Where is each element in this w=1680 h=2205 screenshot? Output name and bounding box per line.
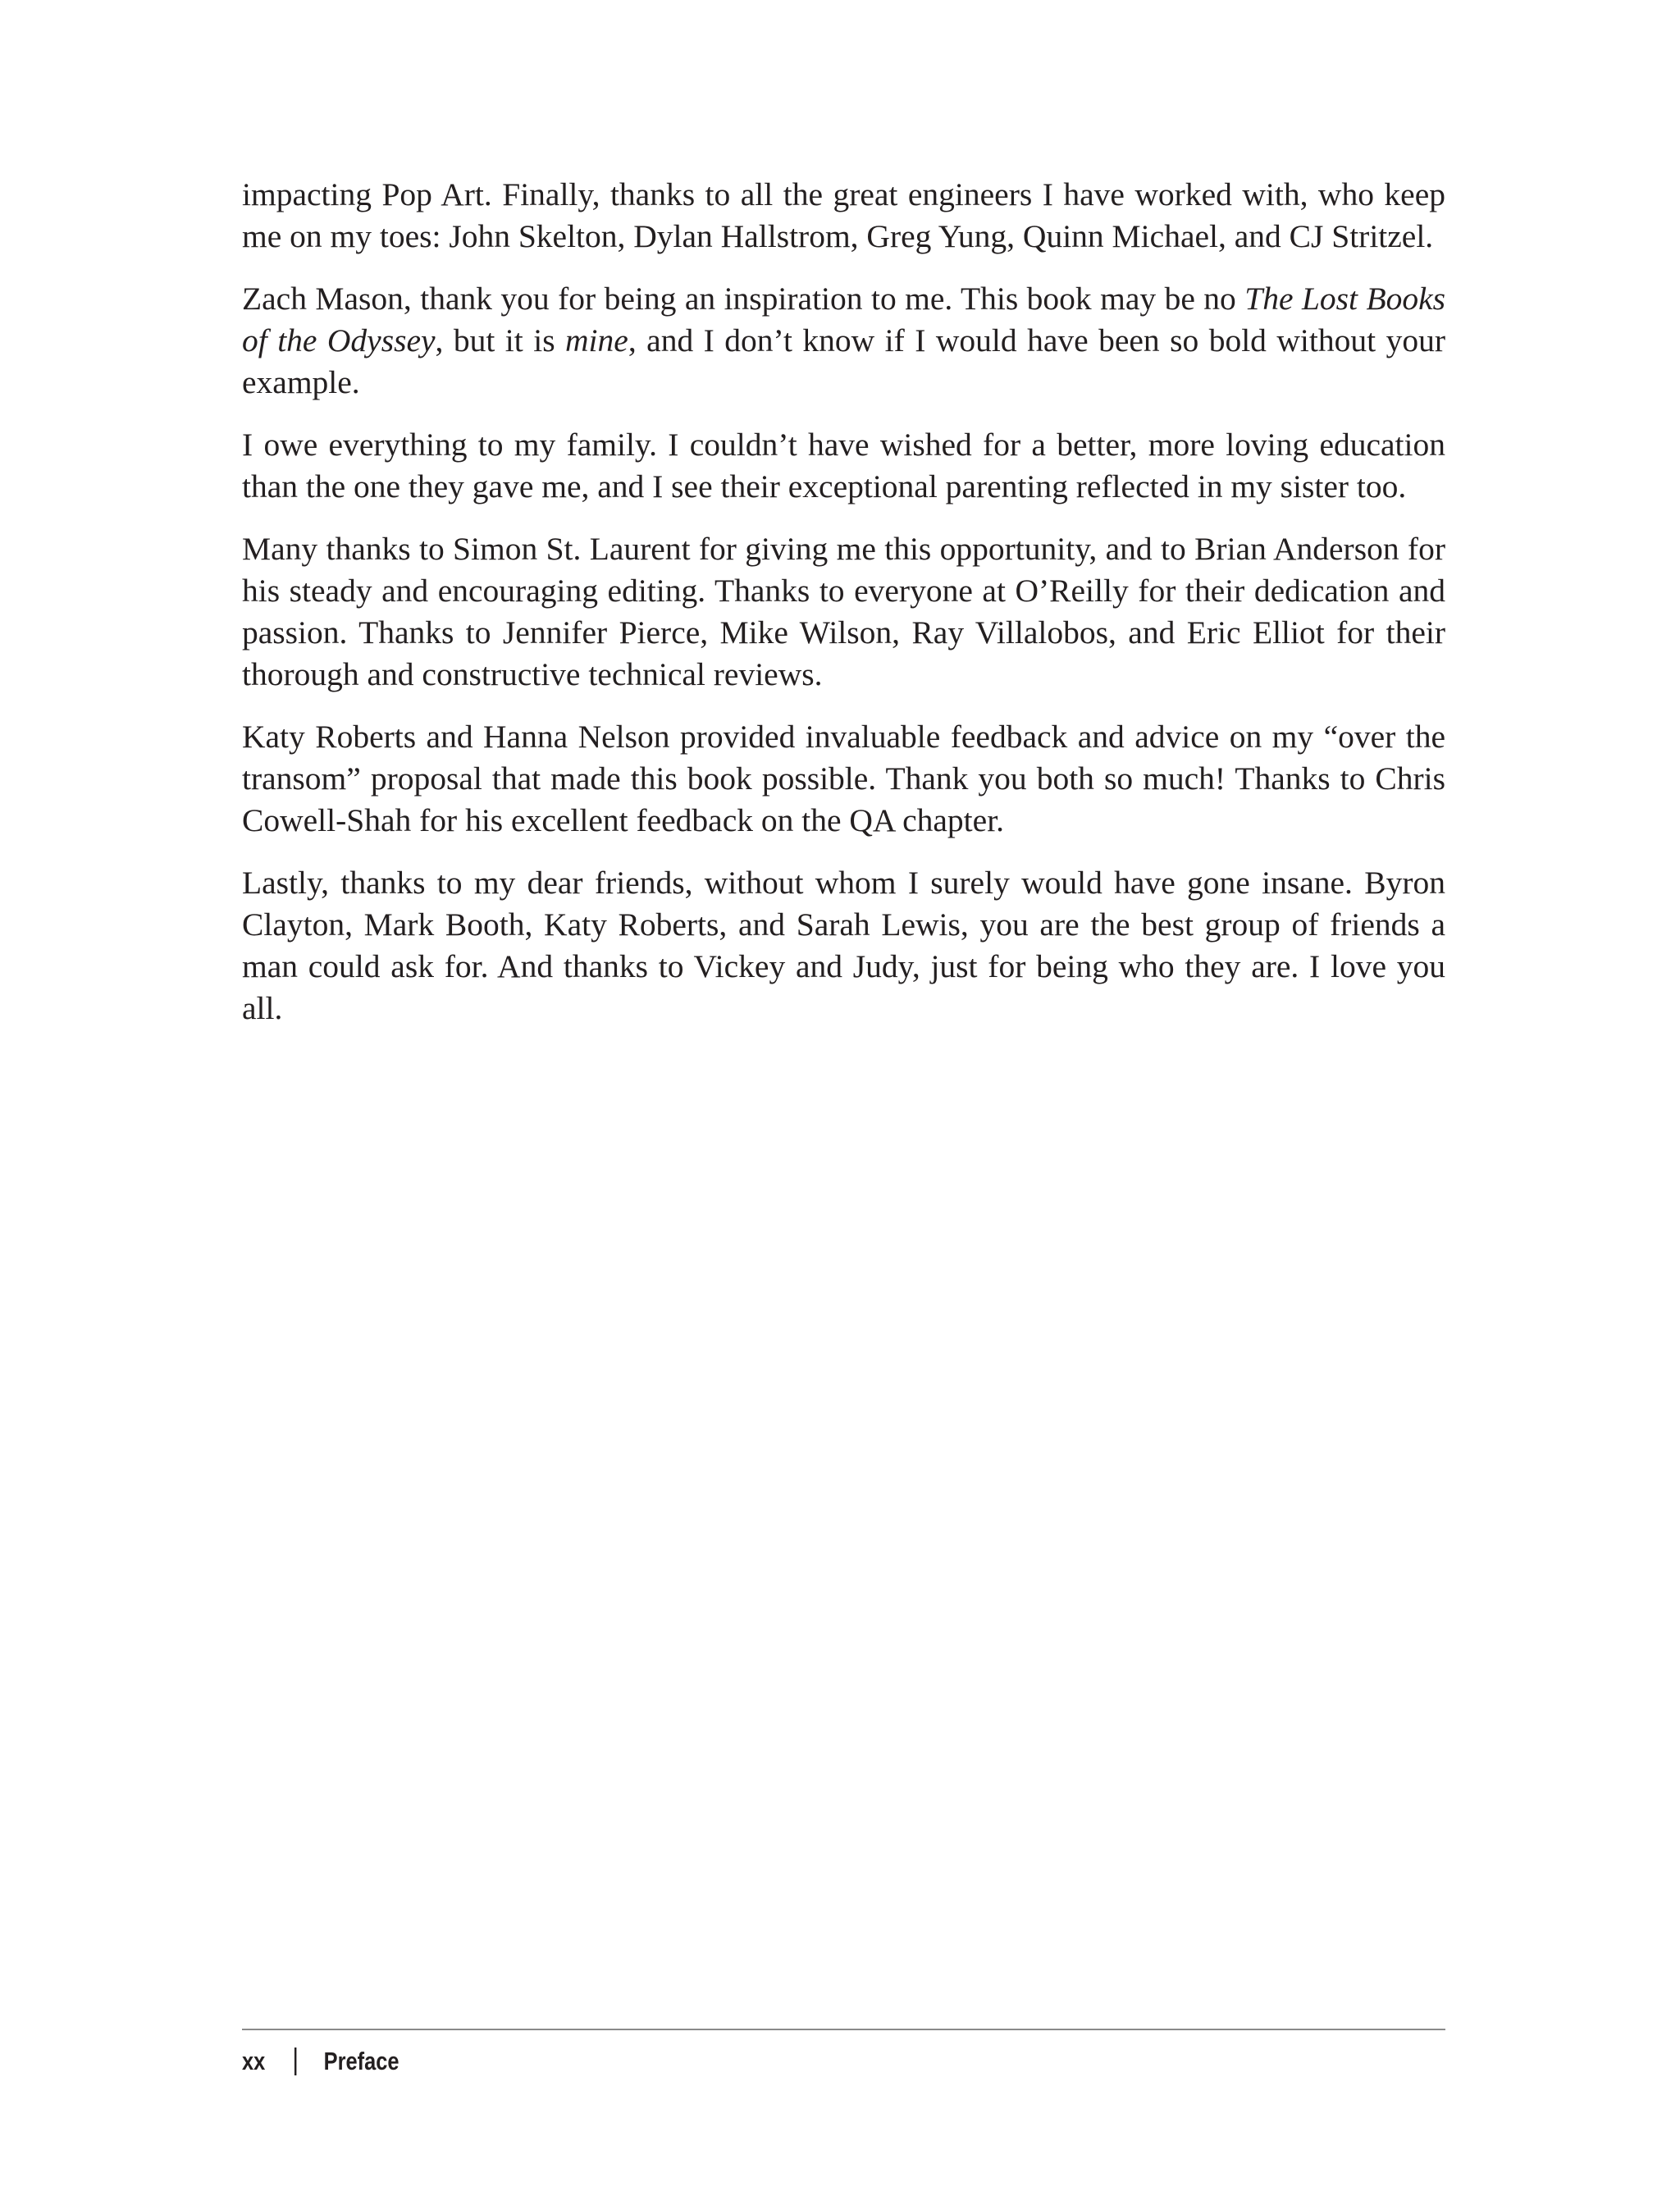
paragraph-text: , but it is [435, 322, 566, 358]
paragraph-engineers: impacting Pop Art. Finally, thanks to all the great engineers I have worked with, who keep me on my toes: John Skelton, Dylan Hallstrom, Greg Yung, Quinn Michael, and CJ Stritzel. [242, 176, 1445, 254]
paragraph-friends: Lastly, thanks to my dear friends, without whom I surely would have gone insane. Byron Clayton, Mark Booth, Katy Roberts, and Sarah Lewis, you are the best group of friends a man could ask for. And thanks to Vickey and Judy, just for being who they are. I love you all. [242, 865, 1445, 1026]
page-footer [242, 2041, 399, 2082]
paragraph-text: Zach Mason, thank you for being an inspiration to me. This book may be no [242, 281, 1245, 317]
body-text [242, 174, 1445, 1050]
paragraph-editors: Many thanks to Simon St. Laurent for giving me this opportunity, and to Brian Anderson for his steady and encouraging editing. Thanks to everyone at O’Reilly for their dedication and passion. Thanks to Jennifer Pierce, Mike Wilson, Ray Villalobos, and Eric Elliot for their thorough and constructive technical reviews. [242, 531, 1445, 692]
footer-separator [294, 2048, 296, 2075]
paragraph-text: , and I don’t know if I would have been so bold without your example. [242, 322, 1445, 400]
paragraph-feedback: Katy Roberts and Hanna Nelson provided invaluable feedback and advice on my “over the transom” proposal that made this book possible. Thank you both so much! Thanks to Chris Cowell-Shah for his excellent feedback on the QA chapter. [242, 719, 1445, 838]
emphasis-italic: mine [565, 322, 628, 358]
section-name: Preface [323, 2047, 399, 2075]
paragraph-family: I owe everything to my family. I couldn’t have wished for a better, more loving education than the one they gave me, and I see their exceptional parenting reflected in my sister too. [242, 427, 1445, 504]
paragraph-zach-mason [242, 278, 1445, 404]
page-number: xx [242, 2047, 266, 2075]
book-title-italic: The Lost Books of the Odyssey [242, 281, 1445, 358]
footer-divider [242, 2029, 1445, 2030]
